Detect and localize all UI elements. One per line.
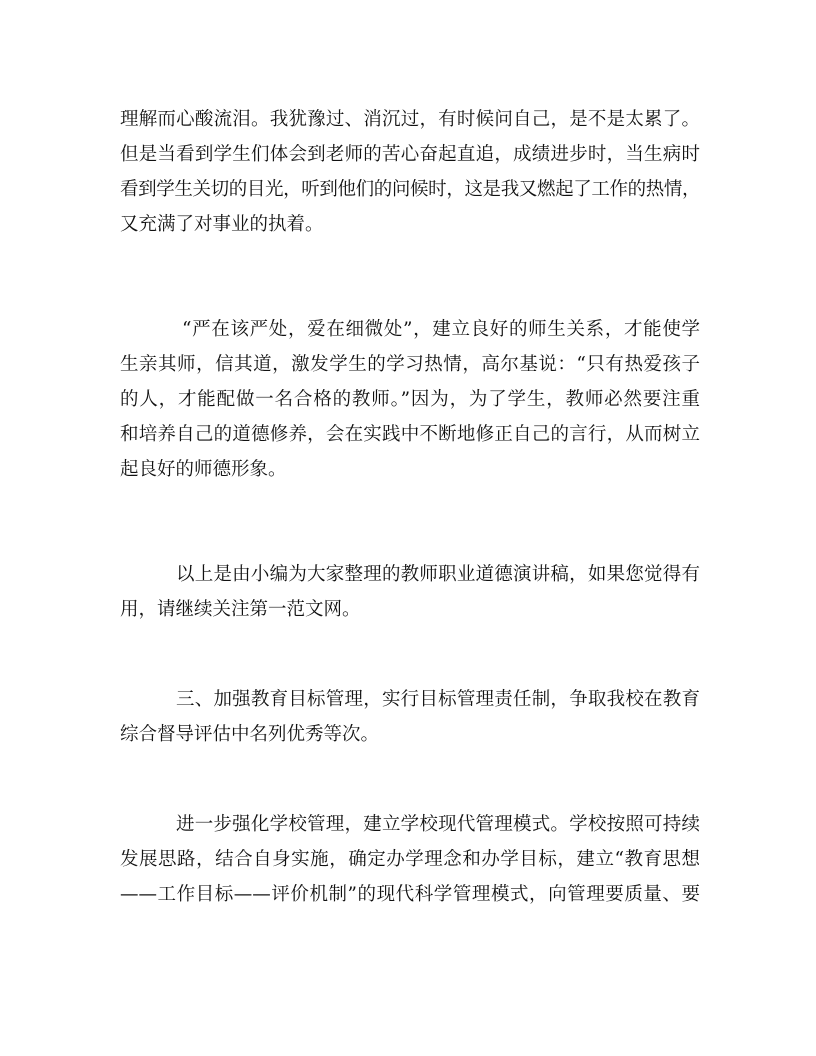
paragraph-line: 起良好的师德形象。: [120, 459, 287, 480]
paragraph-line: 生亲其师，信其道，激发学生的学习热情，高尔基说：“只有热爱孩子: [120, 354, 700, 375]
paragraph-line: 又充满了对事业的执着。: [120, 214, 324, 235]
paragraph-1: [120, 102, 700, 242]
paragraph-line: “严在该严处，爱在细微处”，建立良好的师生关系，才能使学: [182, 319, 700, 340]
paragraph-3: [120, 557, 700, 627]
paragraph-line: 的人，才能配做一名合格的教师。”因为，为了学生，教师必然要注重: [120, 389, 700, 410]
paragraph-5: [120, 807, 700, 912]
paragraph-line: 综合督导评估中名列优秀等次。: [120, 724, 380, 745]
paragraph-line: 但是当看到学生们体会到老师的苦心奋起直追，成绩进步时，当生病时: [120, 144, 700, 165]
paragraph-line: 进一步强化学校管理，建立学校现代管理模式。学校按照可持续: [176, 814, 700, 835]
paragraph-line: 以上是由小编为大家整理的教师职业道德演讲稿，如果您觉得有: [176, 564, 700, 585]
paragraph-2: [120, 312, 700, 487]
paragraph-4: [120, 682, 700, 752]
paragraph-line: 理解而心酸流泪。我犹豫过、消沉过，有时候问自己，是不是太累了。: [120, 109, 700, 130]
paragraph-line: 用，请继续关注第一范文网。: [120, 599, 361, 620]
paragraph-line: 三、加强教育目标管理，实行目标管理责任制，争取我校在教育: [176, 689, 700, 710]
paragraph-line: 和培养自己的道德修养，会在实践中不断地修正自己的言行，从而树立: [120, 424, 700, 445]
paragraph-line: 发展思路，结合自身实施，确定办学理念和办学目标，建立“教育思想: [120, 849, 700, 870]
paragraph-line: ——工作目标——评价机制”的现代科学管理模式，向管理要质量、要: [120, 884, 700, 905]
paragraph-line: 看到学生关切的目光，听到他们的问候时，这是我又燃起了工作的热情，: [120, 179, 700, 200]
